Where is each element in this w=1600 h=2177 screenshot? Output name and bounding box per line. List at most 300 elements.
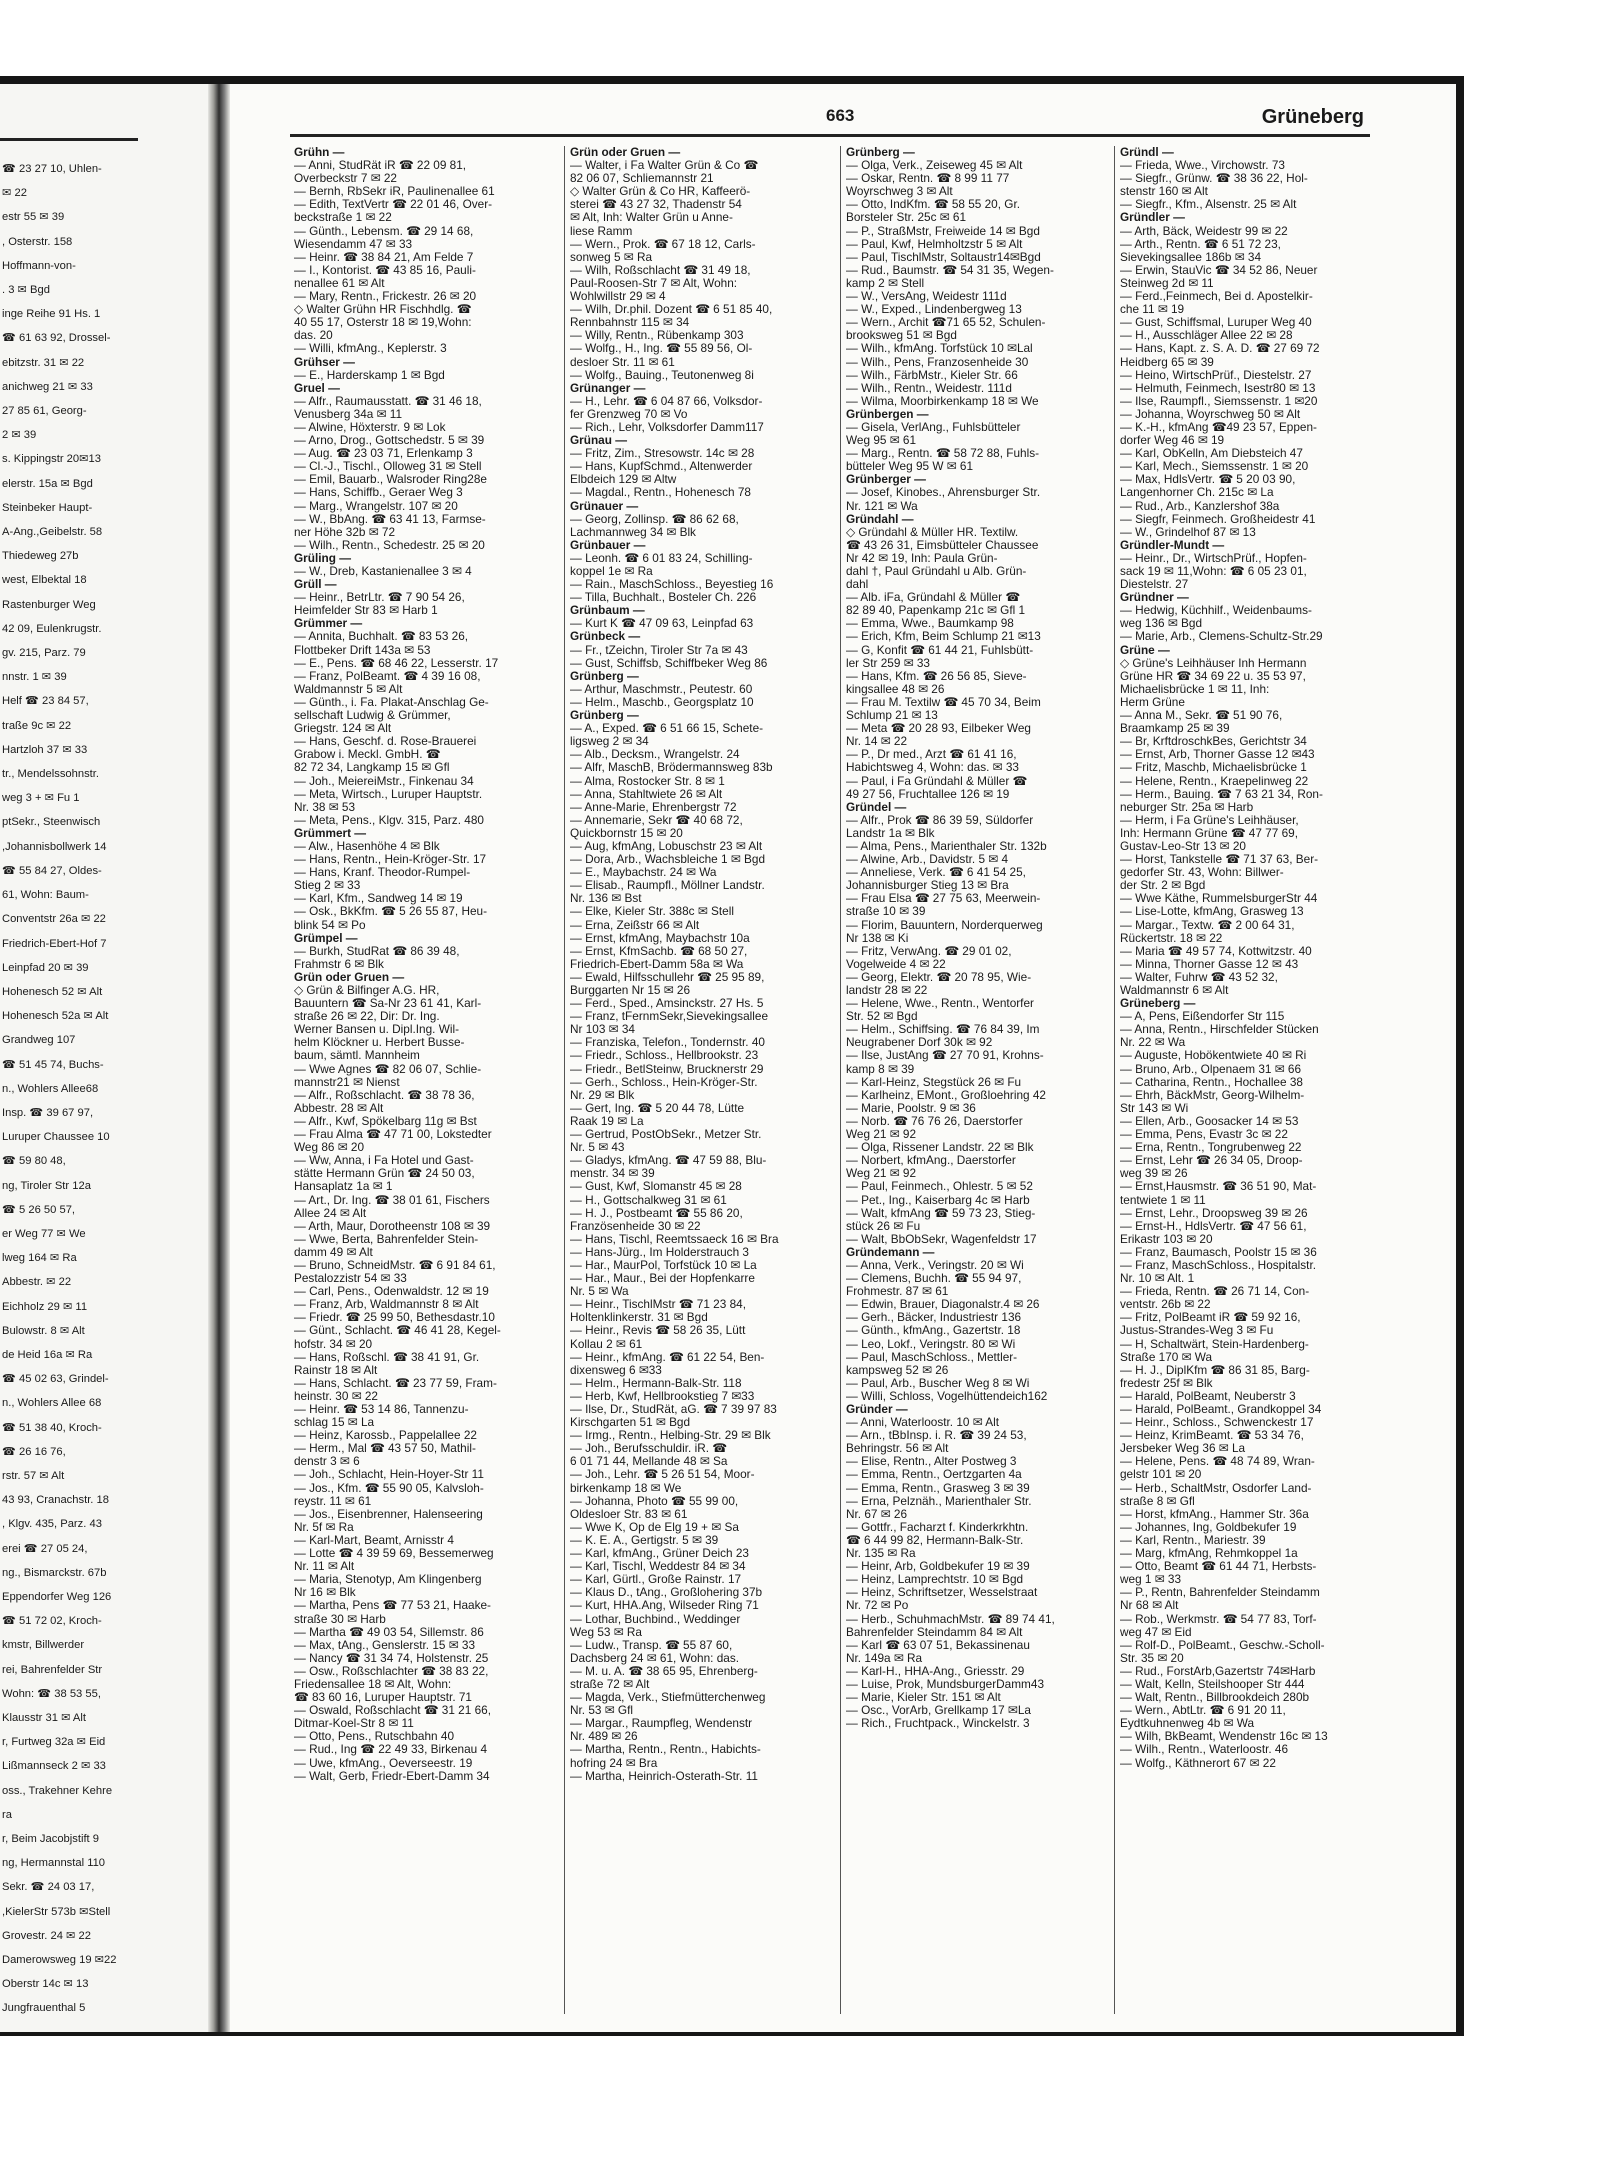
directory-entry-line: — Franz, Arb, Waldmannstr 8 ✉ Alt [294, 1297, 479, 1312]
directory-entry-line: — Ernst, kfmAng, Maybachstr 10a [570, 930, 750, 945]
previous-page-line: Eppendorfer Weg 126 [2, 1590, 112, 1603]
directory-entry-line: — Wwe Käthe, RummelsburgerStr 44 [1120, 891, 1318, 906]
directory-entry-line: — Jos., Kfm. ☎ 55 90 05, Kalvsloh- [294, 1480, 484, 1495]
directory-entry-line: — Hans, Roßschl. ☎ 38 41 91, Gr. [294, 1349, 480, 1364]
previous-page-line: ng, Hermannstal 110 [2, 1857, 106, 1870]
directory-entry-line: Nr 68 ✉ Alt [1120, 1598, 1179, 1613]
directory-entry-line: Johannisburger Stieg 13 ✉ Bra [846, 878, 1009, 893]
directory-entry-line: — Maria ☎ 49 57 74, Kottwitzstr. 40 [1120, 943, 1312, 958]
previous-page-line: ☎ 61 63 92, Drossel- [2, 332, 111, 345]
directory-entry-line: — Heinr., Schloss., Schwenckestr 17 [1120, 1415, 1314, 1430]
directory-entry-line: Nr. 136 ✉ Bst [570, 891, 642, 906]
directory-entry-line: — Martha, Heinrich-Osterath-Str. 11 [570, 1768, 758, 1783]
directory-entry-line: Justus-Strandes-Weg 3 ✉ Fu [1120, 1323, 1274, 1338]
directory-entry-line: Nr. 149a ✉ Ra [846, 1650, 923, 1665]
directory-entry-line: 49 27 56, Fruchtallee 126 ✉ 19 [846, 786, 1010, 801]
directory-entry-line: — Heinr. ☎ 38 84 21, Am Felde 7 [294, 249, 474, 264]
directory-entry-line: Borsteler Str. 25c ✉ 61 [846, 210, 967, 225]
directory-entry-line: kamp 2 ✉ Stell [846, 275, 925, 290]
previous-page-line: , Klgv. 435, Parz. 43 [2, 1518, 102, 1531]
directory-entry-line: straße 30 ✉ Harb [294, 1611, 386, 1626]
directory-entry-line: — Franziska, Telefon., Tondernstr. 40 [570, 1035, 765, 1050]
directory-entry-line: — Gerh., Bäcker, Industriestr 136 [846, 1310, 1022, 1325]
previous-page-line: ☎ 45 02 63, Grindel- [2, 1373, 109, 1386]
directory-entry-line: hofring 24 ✉ Bra [570, 1755, 658, 1770]
directory-entry-line: — Paul, MaschSchloss., Mettler- [846, 1349, 1018, 1364]
directory-entry-line: — Hans, Geschf. d. Rose-Brauerei [294, 734, 477, 749]
previous-page-line: erei ☎ 27 05 24, [2, 1542, 88, 1555]
directory-entry-line: — E., Harderskamp 1 ✉ Bgd [294, 367, 445, 382]
directory-entry-line: — Otto, Beamt ☎ 61 44 71, Herbsts- [1120, 1559, 1317, 1574]
directory-entry-line: Weg 53 ✉ Ra [570, 1624, 642, 1639]
directory-entry-line: dahl [846, 577, 869, 592]
previous-page-line: , Osterstr. 158 [2, 235, 73, 248]
directory-entry-line: — Otto, IndKfm. ☎ 58 55 20, Gr. [846, 197, 1021, 212]
directory-entry-line: stück 26 ✉ Fu [846, 1218, 921, 1233]
directory-entry-line: — Rud., Arb., Kanzlershof 38a [1120, 498, 1280, 513]
directory-entry-line: Sievekingsallee 186b ✉ 34 [1120, 249, 1262, 264]
directory-entry-line: — Har., Maur., Bei der Hopfenkarre [570, 1271, 755, 1286]
directory-entry-line: Overbeckstr 7 ✉ 22 [294, 171, 397, 186]
previous-page-line: lweg 164 ✉ Ra [2, 1252, 77, 1265]
previous-page-line: 27 85 61, Georg- [2, 405, 87, 418]
directory-entry-line: Neugrabener Dorf 30k ✉ 92 [846, 1035, 993, 1050]
previous-page-line: 42 09, Eulenkrugstr. [2, 622, 102, 635]
directory-entry-line: Heimfelder Str 83 ✉ Harb 1 [294, 603, 438, 618]
directory-entry-line: — M. u. A. ☎ 38 65 95, Ehrenberg- [570, 1663, 758, 1678]
directory-entry-line: — Bruno, Arb., Olpenaem 31 ✉ 66 [1120, 1061, 1302, 1076]
directory-entry-line: — Anni, StudRät iR ☎ 22 09 81, [294, 158, 467, 173]
directory-entry-line: — Heinr., Dr., WirtschPrüf., Hopfen- [1120, 550, 1307, 565]
directory-entry-line: — Arth, Bäck, Weidestr 99 ✉ 22 [1120, 223, 1288, 238]
directory-entry-line: Weg 21 ✉ 92 [846, 1166, 917, 1181]
directory-entry-line: straße 26 ✉ 22, Dir: Dr. Ing. [294, 1009, 440, 1024]
directory-entry-line: — Günth., kfmAng., Gazertstr. 18 [846, 1323, 1021, 1338]
directory-entry-line: — H., Ausschläger Allee 22 ✉ 28 [1120, 328, 1293, 343]
directory-entry-line: — Hans, Kapt. z. S. A. D. ☎ 27 69 72 [1120, 341, 1320, 356]
directory-entry-line: — Osw., Roßschlachter ☎ 38 83 22, [294, 1663, 489, 1678]
previous-page-line: 61, Wohn: Baum- [2, 889, 89, 902]
directory-entry-line: — Jos., Eisenbrenner, Halenseering [294, 1506, 483, 1521]
previous-page-line: Bulowstr. 8 ✉ Alt [2, 1324, 85, 1337]
directory-entry-line: — Helm., Hermann-Balk-Str. 118 [570, 1375, 742, 1390]
directory-entry-line: — Heinz, Lamprechtstr. 10 ✉ Bgd [846, 1572, 1024, 1587]
group-heading: Grünauer — [570, 498, 639, 513]
directory-entry-line: — Klaus D., tAng., Großlohering 37b [570, 1585, 763, 1600]
directory-entry-line: — Paul, TischlMstr, Soltaustr14✉Bgd [846, 249, 1041, 264]
directory-entry-line: — Frieda, Wwe., Virchowstr. 73 [1120, 158, 1285, 173]
previous-page-line: Friedrich-Ebert-Hof 7 [2, 937, 107, 950]
directory-page [230, 84, 1456, 2032]
directory-entry-line: Steinweg 2d ✉ 11 [1120, 275, 1214, 290]
directory-entry-line: — Wilh., Rentn., Weidestr. 111d [846, 380, 1012, 395]
directory-entry-line: das. 20 [294, 328, 333, 343]
directory-entry-line: — Friedr., BetlSteinw, Brucknerstr 29 [570, 1061, 764, 1076]
directory-entry-line: Vogelweide 4 ✉ 22 [846, 956, 946, 971]
directory-entry-line: — Heinr., TischlMstr ☎ 71 23 84, [570, 1297, 746, 1312]
directory-entry-line: — W., VersAng, Weidestr 111d [846, 289, 1007, 304]
previous-page-line: Conventstr 26a ✉ 22 [2, 913, 106, 926]
previous-page-line: ☎ 26 16 76, [2, 1445, 66, 1458]
directory-entry-line: — Hans, Rentn., Hein-Kröger-Str. 17 [294, 852, 487, 867]
directory-entry-line: — Magdal., Rentn., Hohenesch 78 [570, 485, 751, 500]
directory-entry-line: ◇ Grün & Bilfinger A.G. HR, [294, 983, 440, 997]
directory-entry-line: — Georg, Zollinsp. ☎ 86 62 68, [570, 511, 739, 526]
directory-entry-line: straße 10 ✉ 39 [846, 904, 926, 919]
directory-entry-line: — Marie, Kieler Str. 151 ✉ Alt [846, 1690, 1001, 1705]
directory-entry-line: — Karl, ObKelln, Am Diebsteich 47 [1120, 446, 1303, 461]
directory-entry-line: — E., Maybachstr. 24 ✉ Wa [570, 865, 717, 880]
directory-entry-line: — Marg., Wrangelstr. 107 ✉ 20 [294, 498, 458, 513]
directory-entry-line: — Alwine, Höxterstr. 9 ✉ Lok [294, 419, 446, 434]
directory-entry-line: Nr. 29 ✉ Blk [570, 1087, 635, 1102]
directory-entry-line: Nr 42 ✉ 19, Inh: Paula Grün- [846, 550, 998, 565]
directory-entry-line: — W., BbAng. ☎ 63 41 13, Farmse- [294, 511, 486, 526]
directory-entry-line: — Helene, Wwe., Rentn., Wentorfer [846, 996, 1034, 1011]
group-heading: Grünberg — [570, 668, 639, 683]
previous-page-line: anichweg 21 ✉ 33 [2, 380, 93, 393]
directory-entry-line: — Alma, Pens., Marienthaler Str. 132b [846, 838, 1047, 853]
directory-entry-line: — Emma, Pens, Evastr 3c ✉ 22 [1120, 1127, 1288, 1142]
directory-entry-line: — P., Rentn, Bahrenfelder Steindamm [1120, 1585, 1320, 1600]
directory-entry-line: — Ehrh, BäckMstr, Georg-Wilhelm- [1120, 1087, 1305, 1102]
directory-entry-line: — Josef, Kinobes., Ahrensburger Str. [846, 485, 1041, 500]
previous-page-line: Leinpfad 20 ✉ 39 [2, 961, 89, 974]
directory-entry-line: — K.-H., kfmAng ☎49 23 57, Eppen- [1120, 419, 1317, 434]
directory-entry-line: der Str. 2 ✉ Bgd [1120, 878, 1206, 893]
directory-entry-line: — Frau Elsa ☎ 27 75 63, Meerwein- [846, 891, 1041, 906]
directory-entry-line: — Walt, BbObSekr, Wagenfeldstr 17 [846, 1231, 1037, 1246]
directory-entry-line: Weg 95 ✉ 61 [846, 433, 917, 448]
directory-entry-line: Wohlwillstr 29 ✉ 4 [570, 289, 666, 304]
directory-entry-line: — Karlheinz, EMont., Großloehring 42 [846, 1087, 1046, 1102]
directory-entry-line: Nr. 72 ✉ Po [846, 1598, 909, 1613]
directory-entry-line: — Gisela, VerlAng., Fuhlsbütteler [846, 419, 1021, 434]
directory-entry-line: — Ilse, JustAng ☎ 27 70 91, Krohns- [846, 1048, 1044, 1063]
directory-entry-line: — A., Exped. ☎ 6 51 66 15, Schete- [570, 721, 764, 736]
previous-page-line: Wohn: ☎ 38 53 55, [2, 1687, 101, 1700]
directory-entry-line: che 11 ✉ 19 [1120, 302, 1185, 317]
directory-entry-line: tentwiete 1 ✉ 11 [1120, 1192, 1206, 1207]
directory-entry-line: — Wwe, Berta, Bahrenfelder Stein- [294, 1231, 479, 1246]
directory-entry-line: Nr 138 ✉ Ki [846, 930, 909, 945]
previous-page-line: ☎ 55 84 27, Oldes- [2, 864, 102, 877]
directory-entry-line: — Ww, Anna, i Fa Hotel und Gast- [294, 1153, 474, 1168]
directory-entry-line: nenallee 61 ✉ Alt [294, 275, 385, 290]
directory-entry-line: Paul-Roosen-Str 7 ✉ Alt, Wohn: [570, 275, 738, 290]
directory-entry-line: — Walter, Fuhrw ☎ 43 52 32, [1120, 969, 1278, 984]
directory-entry-line: — Hans, Kfm. ☎ 26 56 85, Sieve- [846, 668, 1027, 683]
directory-entry-line: dorfer Weg 46 ✉ 19 [1120, 433, 1225, 448]
directory-entry-line: Holtenklinkerstr. 31 ✉ Bgd [570, 1310, 708, 1325]
directory-entry-line: — Oskar, Rentn. ☎ 8 99 11 77 [846, 171, 1010, 186]
directory-entry-line: — Wilma, Moorbirkenkamp 18 ✉ We [846, 393, 1039, 408]
directory-entry-line: — Elisab., Raumpfl., Möllner Landstr. [570, 878, 765, 893]
directory-entry-line: Nr. 11 ✉ Alt [294, 1559, 355, 1574]
previous-page-line: ,KielerStr 573b ✉Stell [2, 1905, 111, 1918]
column-2 [570, 146, 834, 1783]
directory-entry-line: Heidberg 65 ✉ 39 [1120, 354, 1214, 369]
directory-entry-line: — Heinr., BetrLtr. ☎ 7 90 54 26, [294, 590, 465, 605]
previous-page-line: n., Wohlers Allee 68 [2, 1397, 102, 1410]
group-heading: Gruel — [294, 380, 340, 395]
group-heading: Grüling — [294, 550, 352, 565]
directory-entry-line: — Franz, Baumasch, Poolstr 15 ✉ 36 [1120, 1244, 1317, 1259]
directory-entry-line: — Martha, Rentn., Rentn., Habichts- [570, 1742, 761, 1757]
previous-page-line: r, Furtweg 32a ✉ Eid [2, 1736, 106, 1749]
directory-entry-line: — Georg, Elektr. ☎ 20 78 95, Wie- [846, 969, 1032, 984]
directory-entry-line: — Heinr, Arb, Goldbekufer 19 ✉ 39 [846, 1559, 1030, 1574]
directory-entry-line: Frohmestr. 87 ✉ 61 [846, 1284, 949, 1299]
directory-entry-line: — Leo, Lokf., Veringstr. 80 ✉ Wi [846, 1336, 1016, 1351]
group-heading: Gründemann — [846, 1244, 935, 1259]
directory-entry-line: Inh: Hermann Grüne ☎ 47 77 69, [1120, 825, 1298, 840]
directory-entry-line: Allee 24 ✉ Alt [294, 1205, 367, 1220]
previous-page-line: Abbestr. ✉ 22 [2, 1276, 72, 1289]
directory-entry-line: sonweg 5 ✉ Ra [570, 249, 653, 264]
directory-entry-line: — Annita, Buchhalt. ☎ 83 53 26, [294, 629, 469, 644]
directory-entry-line: — Lise-Lotte, kfmAng, Grasweg 13 [1120, 904, 1304, 919]
directory-entry-line: — Rich., Fruchtpack., Winckelstr. 3 [846, 1716, 1030, 1731]
directory-entry-line: Langenhorner Ch. 215c ✉ La [1120, 485, 1274, 500]
directory-entry-line: — H. J., Postbeamt ☎ 55 86 20, [570, 1205, 743, 1220]
directory-entry-line: Bauuntern ☎ Sa-Nr 23 61 41, Karl- [294, 996, 482, 1011]
directory-entry-line: — Wilh, Roßschlacht ☎ 31 49 18, [570, 262, 751, 277]
directory-entry-line: — Margar., Raumpfleg, Wendenstr [570, 1716, 753, 1731]
group-heading: Gründahl — [846, 511, 914, 526]
directory-entry-line: — A, Pens, Eißendorfer Str 115 [1120, 1009, 1285, 1024]
directory-entry-line: — Frieda, Rentn. ☎ 26 71 14, Con- [1120, 1284, 1310, 1299]
directory-entry-line: — Olga, Verk., Zeiseweg 45 ✉ Alt [846, 158, 1023, 173]
directory-entry-line: — P., Dr med., Arzt ☎ 61 41 16, [846, 747, 1017, 762]
directory-entry-line: — Kurt K ☎ 47 09 63, Leinpfad 63 [570, 616, 754, 631]
directory-entry-line: — Hans, KupfSchmd., Altenwerder [570, 459, 753, 474]
directory-entry-line: — Rud., ForstArb,Gazertstr 74✉Harb [1120, 1663, 1316, 1678]
directory-entry-line: — Wern., AbtLtr. ☎ 6 91 20 11, [1120, 1703, 1286, 1718]
directory-entry-line: 82 72 34, Langkamp 15 ✉ Gfl [294, 760, 450, 775]
directory-entry-line: — Wilh., kfmAng. Torfstück 10 ✉Lal [846, 341, 1033, 356]
group-heading: Grünbaum — [570, 603, 645, 618]
directory-entry-line: stenstr 160 ✉ Alt [1120, 184, 1208, 199]
directory-entry-line: — Herm., Bauing. ☎ 7 63 21 34, Ron- [1120, 786, 1323, 801]
directory-entry-line: — Nancy ☎ 31 34 74, Holstenstr. 25 [294, 1650, 489, 1665]
previous-page-line: nnstr. 1 ✉ 39 [2, 671, 67, 684]
directory-entry-line: — Alwine, Arb., Davidstr. 5 ✉ 4 [846, 852, 1008, 867]
directory-entry-line: — Alfr., Prok ☎ 86 39 59, Süldorfer [846, 812, 1034, 827]
directory-entry-line: liese Ramm [570, 223, 633, 238]
directory-entry-line: — Hans, Tischl, Reemtssaeck 16 ✉ Bra [570, 1231, 779, 1246]
directory-entry-line: Abbestr. 28 ✉ Alt [294, 1100, 384, 1115]
directory-entry-line: Ditmar-Koel-Str 8 ✉ 11 [294, 1716, 414, 1731]
directory-entry-line: ☎ 83 60 16, Luruper Hauptstr. 71 [294, 1690, 472, 1705]
directory-entry-line: — Gerh., Schloss., Hein-Kröger-Str. [570, 1074, 758, 1089]
directory-entry-line: — Franz, tFernmSekr,Sievekingsallee [570, 1009, 769, 1024]
directory-entry-line: Grüne HR ☎ 34 69 22 u. 35 53 97, [1120, 668, 1306, 683]
directory-entry-line: — Karl, Tischl, Weddestr 84 ✉ 34 [570, 1559, 746, 1574]
previous-page-line: ☎ 5 26 50 57, [2, 1203, 76, 1216]
directory-entry-line: — Margar., Textw. ☎ 2 00 64 31, [1120, 917, 1295, 932]
directory-entry-line: — Alfr., Kwf, Spökelbarg 11g ✉ Bst [294, 1113, 477, 1128]
directory-entry-line: — Helmuth, Feinmech, Isestr80 ✉ 13 [1120, 380, 1316, 395]
directory-entry-line: kingsallee 48 ✉ 26 [846, 681, 945, 696]
previous-page-line: ng, Tiroler Str 12a [2, 1179, 91, 1192]
directory-entry-line: — Gertrud, PostObSekr., Metzer Str. [570, 1127, 762, 1142]
directory-entry-line: — Heinz, KrimBeamt. ☎ 53 34 76, [1120, 1428, 1304, 1443]
directory-entry-line: — Wern., Prok. ☎ 67 18 12, Carls- [570, 236, 756, 251]
directory-entry-line: straße 72 ✉ Alt [570, 1676, 650, 1691]
directory-entry-line: — Hans-Jürg., Im Holderstrauch 3 [570, 1244, 749, 1259]
directory-entry-line: — Ewald, Hilfsschullehr ☎ 25 95 89, [570, 969, 765, 984]
directory-entry-line: — Clemens, Buchh. ☎ 55 94 97, [846, 1271, 1022, 1286]
directory-entry-line: Griegstr. 124 ✉ Alt [294, 721, 392, 736]
directory-entry-line: — Arn., tBbInsp. i. R. ☎ 39 24 53, [846, 1428, 1027, 1443]
previous-page-line: A-Ang.,Geibelstr. 58 [2, 526, 103, 539]
directory-entry-line: neburger Str. 25a ✉ Harb [1120, 799, 1254, 814]
directory-entry-line: — K. E. A., Gertigstr. 5 ✉ 39 [570, 1532, 719, 1547]
directory-entry-line: — Willy, Rentn., Rübenkamp 303 [570, 328, 744, 343]
directory-entry-line: Oldesloer Str. 83 ✉ 61 [570, 1506, 688, 1521]
directory-entry-line: schlag 15 ✉ La [294, 1415, 375, 1430]
directory-entry-line: — Heino, WirtschPrüf., Diestelstr. 27 [1120, 367, 1312, 382]
directory-entry-line: — Ernst,Hausmstr. ☎ 36 51 90, Mat- [1120, 1179, 1317, 1194]
directory-entry-line: — Anneliese, Verk. ☎ 6 41 54 25, [846, 865, 1026, 880]
directory-entry-line: — Emma, Rentn., Oertzgarten 4a [846, 1467, 1022, 1482]
directory-entry-line: — Franz, MaschSchloss., Hospitalstr. [1120, 1257, 1317, 1272]
previous-page-line: de Heid 16a ✉ Ra [2, 1348, 93, 1361]
group-heading: Grüne — [1120, 642, 1170, 657]
directory-entry-line: — Auguste, Hobökentwiete 40 ✉ Ri [1120, 1048, 1307, 1063]
directory-entry-line: Lachmannweg 34 ✉ Blk [570, 524, 696, 539]
directory-entry-line: ✉ Alt, Inh: Walter Grün u Anne- [570, 210, 733, 225]
directory-entry-line: mannstr21 ✉ Nienst [294, 1074, 400, 1089]
directory-entry-line: gedorfer Str. 43, Wohn: Billwer- [1120, 865, 1284, 880]
group-heading: Grünanger — [570, 380, 646, 395]
directory-entry-line: — Günt., Schlacht. ☎ 46 41 28, Kegel- [294, 1323, 501, 1338]
previous-page-line: oss., Trakehner Kehre [2, 1784, 113, 1797]
directory-entry-line: — Ilse, Raumpfl., Siemssenstr. 1 ✉20 [1120, 393, 1318, 408]
directory-entry-line: — Florim, Bauuntern, Norderquerweg [846, 917, 1043, 932]
previous-page-line: ☎ 51 72 02, Kroch- [2, 1615, 102, 1628]
directory-entry-line: Nr. 67 ✉ 26 [846, 1506, 908, 1521]
directory-entry-line: — Osc., VorArb, Grellkamp 17 ✉La [846, 1703, 1031, 1718]
directory-entry-line: Grabow i. Meckl. GmbH. ☎ [294, 747, 441, 762]
group-heading: Grün oder Gruen — [570, 146, 681, 159]
previous-page-line: Insp. ☎ 39 67 97, [2, 1106, 94, 1119]
directory-entry-line: — Karl, Mech., Siemssenstr. 1 ✉ 20 [1120, 459, 1309, 474]
directory-entry-line: — Luise, Prok, MundsburgerDamm43 [846, 1676, 1045, 1691]
directory-entry-line: blink 54 ✉ Po [294, 917, 366, 932]
previous-page-line: 43 93, Cranachstr. 18 [2, 1494, 109, 1507]
directory-entry-line: landstr 28 ✉ 22 [846, 983, 928, 997]
directory-entry-line: Weg 86 ✉ 20 [294, 1140, 365, 1155]
directory-entry-line: hofstr. 34 ✉ 20 [294, 1336, 373, 1351]
group-heading: Gründer — [846, 1402, 908, 1416]
group-heading: Grünau — [570, 433, 628, 448]
directory-entry-line: — Hans, Schlacht. ☎ 23 77 59, Fram- [294, 1375, 497, 1390]
directory-entry-line: — Wilh., Pens, Franzosenheide 30 [846, 354, 1029, 369]
directory-entry-line: Str. 52 ✉ Bgd [846, 1009, 918, 1024]
directory-entry-line: Rennbahnstr 115 ✉ 34 [570, 315, 690, 330]
directory-entry-line: Nr. 53 ✉ Gfl [570, 1703, 633, 1718]
directory-entry-line: — H., Lehr. ☎ 6 04 87 66, Volksdor- [570, 393, 763, 408]
directory-entry-line: — Otto, Pens., Rutschbahn 40 [294, 1729, 455, 1744]
directory-entry-line: helm Klöckner u. Herbert Busse- [294, 1035, 465, 1050]
directory-entry-line: brooksweg 51 ✉ Bgd [846, 328, 957, 343]
directory-entry-line: — Willi, kfmAng., Keplerstr. 3 [294, 341, 447, 356]
directory-entry-line: — Mary, Rentn., Frickestr. 26 ✉ 20 [294, 289, 477, 304]
book-gutter [208, 84, 230, 2032]
directory-entry-line: — Aug. ☎ 23 03 71, Erlenkamp 3 [294, 446, 473, 461]
directory-entry-line: — Ferd.,Feinmech, Bei d. Apostelkir- [1120, 289, 1313, 304]
directory-entry-line: — Siegfr., Grünw. ☎ 38 36 22, Hol- [1120, 171, 1308, 186]
directory-entry-line: Nr. 5 ✉ Wa [570, 1284, 629, 1299]
previous-page-line: ra [2, 1808, 12, 1821]
directory-entry-line: Nr. 14 ✉ 22 [846, 734, 908, 749]
directory-entry-line: koppel 1e ✉ Ra [570, 564, 653, 578]
directory-entry-line: — Aug, kfmAng, Lobuschstr 23 ✉ Alt [570, 838, 763, 853]
previous-page-line: ☎ 23 27 10, Uhlen- [2, 163, 102, 175]
directory-entry-line: — Joh., Lehr. ☎ 5 26 51 54, Moor- [570, 1467, 755, 1482]
directory-entry-line: Friedensallee 18 ✉ Alt, Wohn: [294, 1676, 452, 1691]
directory-entry-line: — Elke, Kieler Str. 388c ✉ Stell [570, 904, 734, 919]
directory-entry-line: — Alma, Rostocker Str. 8 ✉ 1 [570, 773, 725, 788]
directory-entry-line: Friedrich-Ebert-Damm 58a ✉ Wa [570, 956, 744, 971]
group-heading: Grümmer — [294, 616, 363, 631]
directory-entry-line: — Erich, Kfm, Beim Schlump 21 ✉13 [846, 629, 1041, 644]
group-heading: Grüll — [294, 577, 337, 592]
directory-entry-line: — Rob., Werkmstr. ☎ 54 77 83, Torf- [1120, 1611, 1317, 1626]
directory-entry-line: — Hedwig, Küchhilf., Weidenbaums- [1120, 603, 1312, 618]
previous-page-line: rstr. 57 ✉ Alt [2, 1469, 65, 1482]
directory-entry-line: ner Höhe 32b ✉ 72 [294, 524, 396, 539]
directory-entry-line: — Karl-Heinz, Stegstück 26 ✉ Fu [846, 1074, 1022, 1089]
page-right-margin [1464, 76, 1480, 2036]
directory-entry-line: — Hans, Kranf. Theodor-Rumpel- [294, 865, 471, 880]
group-heading: Grünberg — [570, 708, 639, 723]
previous-page-line: Klausstr 31 ✉ Alt [2, 1712, 86, 1724]
directory-entry-line: — Friedr. ☎ 25 99 50, Bethesdastr.10 [294, 1310, 495, 1325]
directory-entry-line: ventstr. 26b ✉ 22 [1120, 1297, 1211, 1312]
directory-entry-line: 6 01 71 44, Mellande 48 ✉ Sa [570, 1454, 728, 1469]
directory-entry-line: Waldmannstr 5 ✉ Alt [294, 681, 403, 696]
directory-entry-line: — Helene, Rentn., Kraepelinweg 22 [1120, 773, 1309, 788]
directory-entry-line: — Joh., MeiereiMstr., Finkenau 34 [294, 773, 474, 788]
directory-entry-line: — Siegfr, Feinmech. Großheidestr 41 [1120, 511, 1316, 526]
directory-entry-line: — Max, HdlsVertr. ☎ 5 20 03 90, [1120, 472, 1296, 487]
page-number: 663 [826, 106, 855, 125]
directory-entry-line: — Emma, Wwe., Baumkamp 98 [846, 616, 1014, 631]
directory-entry-line: — Helene, Pens. ☎ 48 74 89, Wran- [1120, 1454, 1315, 1469]
previous-page-line: inge Reihe 91 Hs. 1 [2, 308, 101, 321]
directory-entry-line: — Osk., BkKfm. ☎ 5 26 55 87, Heu- [294, 904, 488, 919]
directory-entry-line: Landstr 1a ✉ Blk [846, 825, 935, 840]
directory-entry-line: — Lothar, Buchbind., Weddinger [570, 1611, 741, 1626]
directory-entry-line: — Paul, Feinmech., Ohlestr. 5 ✉ 52 [846, 1179, 1033, 1194]
directory-entry-line: — Fritz, VerwAng. ☎ 29 01 02, [846, 943, 1012, 958]
previous-page-line: Luruper Chaussee 10 [2, 1131, 110, 1144]
directory-entry-line: Nr 16 ✉ Blk [294, 1585, 356, 1600]
previous-page-line: s. Kippingstr 20✉13 [2, 453, 101, 466]
directory-entry-line: — Johanna, Photo ☎ 55 99 00, [570, 1493, 739, 1508]
directory-entry-line: — Carl, Pens., Odenwaldstr. 12 ✉ 19 [294, 1284, 489, 1299]
previous-page-line: Hoffmann-von- [2, 259, 76, 272]
directory-entry-line: — Marg, kfmAng, Rehmkoppel 1a [1120, 1546, 1298, 1561]
directory-entry-line: — Herm., Mal ☎ 43 57 50, Mathil- [294, 1441, 476, 1456]
header-rule [290, 134, 1370, 137]
directory-entry-line: fredestr 25f ✉ Blk [1120, 1375, 1213, 1390]
directory-entry-line: Woyrschweg 3 ✉ Alt [846, 184, 953, 199]
directory-entry-line: — Paul, Arb., Buscher Weg 8 ✉ Wi [846, 1375, 1030, 1390]
